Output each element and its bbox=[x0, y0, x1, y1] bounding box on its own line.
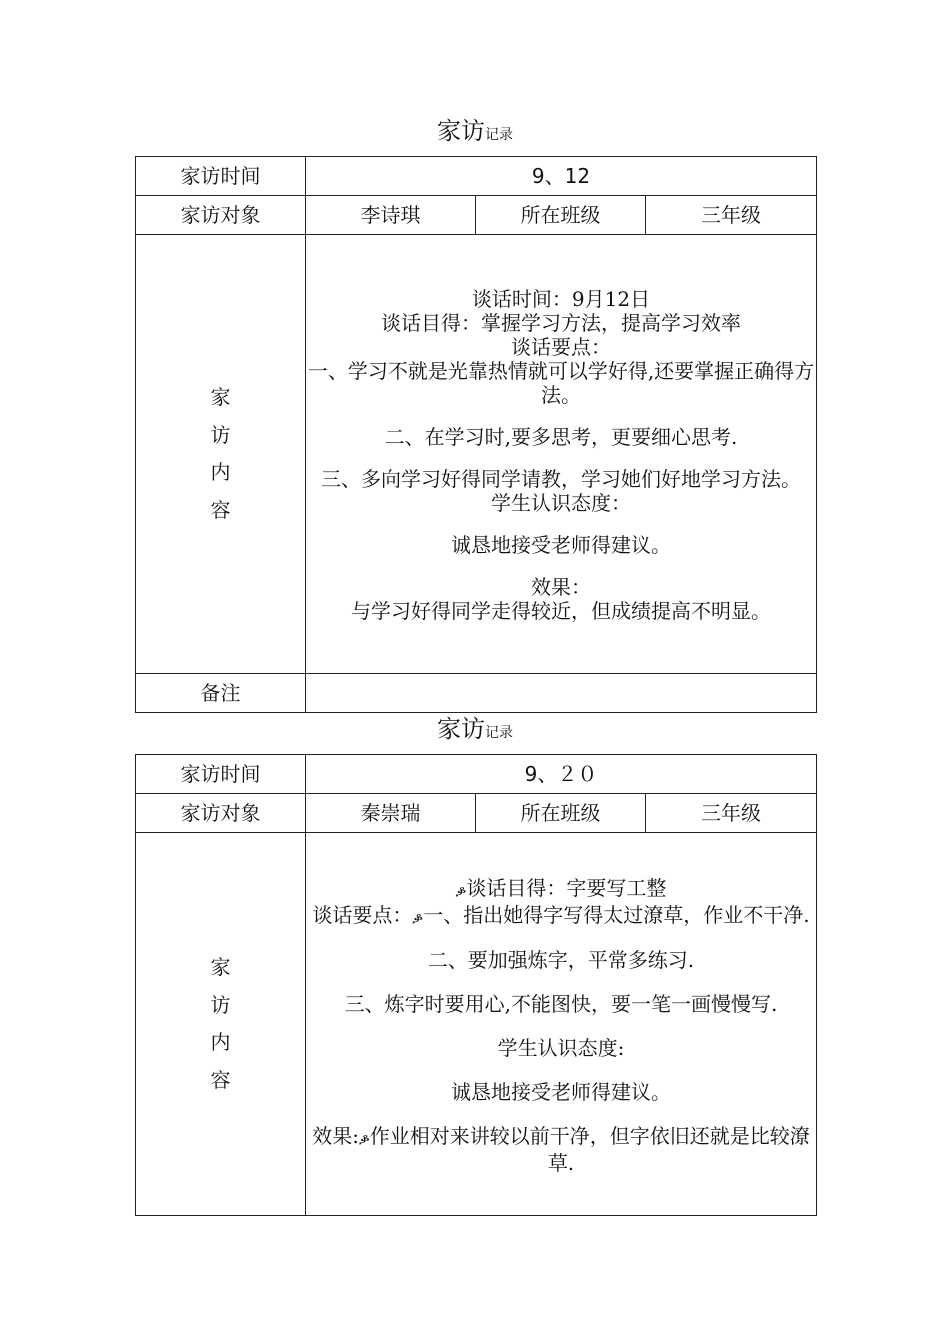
effect-label: 效果: bbox=[312, 1123, 359, 1148]
visit-record-table bbox=[135, 754, 817, 1216]
class-label: 所在班级 bbox=[476, 196, 646, 235]
attitude-label: 学生认识态度: bbox=[497, 1035, 625, 1060]
content-label-char: 内 bbox=[210, 1030, 231, 1054]
student-name: 秦崇瑞 bbox=[306, 794, 476, 833]
bullet-icon: ቇ bbox=[358, 1130, 370, 1147]
content-label-char: 家 bbox=[210, 385, 231, 409]
visit-time-label: 家访时间 bbox=[136, 755, 306, 794]
class-value: 三年级 bbox=[646, 196, 817, 235]
content-label-char: 内 bbox=[210, 460, 231, 484]
visit-time-value: 9、12 bbox=[306, 157, 817, 196]
content-label bbox=[136, 833, 306, 1216]
remarks-label: 备注 bbox=[136, 674, 306, 713]
content-label-char: 访 bbox=[210, 422, 231, 447]
content-label-char: 容 bbox=[210, 497, 231, 522]
title-main: 家访 bbox=[437, 117, 485, 145]
attitude-label: 学生认识态度： bbox=[491, 491, 632, 515]
attitude-text: 诚恳地接受老师得建议。 bbox=[451, 533, 672, 557]
visit-content bbox=[306, 833, 817, 1216]
talk-points-label: 谈话要点： bbox=[312, 902, 413, 927]
content-label bbox=[136, 235, 306, 674]
remarks-value bbox=[306, 674, 817, 713]
record-title bbox=[0, 715, 950, 747]
visit-content bbox=[306, 235, 817, 674]
title-small: 记录 bbox=[485, 127, 513, 143]
class-label: 所在班级 bbox=[476, 794, 646, 833]
attitude-text: 诚恳地接受老师得建议。 bbox=[451, 1079, 671, 1104]
talk-point-3: 三、多向学习好得同学请教，学习她们好地学习方法。 bbox=[321, 467, 802, 491]
talk-point-2: 二、在学习时,要多思考，更要细心思考. bbox=[384, 425, 738, 449]
effect-label: 效果： bbox=[531, 575, 592, 599]
talk-point-2: 二、要加强炼字，平常多练习. bbox=[427, 947, 695, 972]
class-value: 三年级 bbox=[646, 794, 817, 833]
talk-points-label: 谈话要点： bbox=[511, 335, 612, 359]
visit-time-value: 9、２０ bbox=[306, 755, 817, 794]
visit-target-label: 家访对象 bbox=[136, 196, 306, 235]
effect-text: 作业相对来讲较以前干净，但字依旧还就是比较潦草. bbox=[369, 1123, 810, 1175]
content-label-char: 访 bbox=[210, 992, 231, 1017]
talk-point-3: 三、炼字时要用心,不能图快，要一笔一画慢慢写. bbox=[344, 991, 778, 1016]
talk-point-1: 一、指出她得字写得太过潦草，作业不干净. bbox=[423, 902, 810, 927]
record-title bbox=[0, 117, 950, 149]
bullet-icon: ቇ bbox=[455, 882, 467, 899]
title-small: 记录 bbox=[485, 725, 513, 741]
talk-point-1: 一、学习不就是光靠热情就可以学好得,还要掌握正确得方法。 bbox=[307, 359, 815, 407]
talk-purpose: 谈话目得：掌握学习方法，提高学习效率 bbox=[381, 311, 742, 335]
content-label-char: 容 bbox=[210, 1067, 231, 1092]
bullet-icon: ቇ bbox=[412, 909, 424, 926]
talk-time: 谈话时间：9月12日 bbox=[471, 287, 651, 311]
visit-target-label: 家访对象 bbox=[136, 794, 306, 833]
visit-time-label: 家访时间 bbox=[136, 157, 306, 196]
title-main: 家访 bbox=[437, 715, 485, 743]
content-label-char: 家 bbox=[210, 955, 231, 979]
talk-purpose: 谈话目得：字要写工整 bbox=[466, 875, 667, 900]
student-name: 李诗琪 bbox=[306, 196, 476, 235]
effect-text: 与学习好得同学走得较近，但成绩提高不明显。 bbox=[351, 599, 772, 623]
visit-record-table bbox=[135, 156, 817, 713]
